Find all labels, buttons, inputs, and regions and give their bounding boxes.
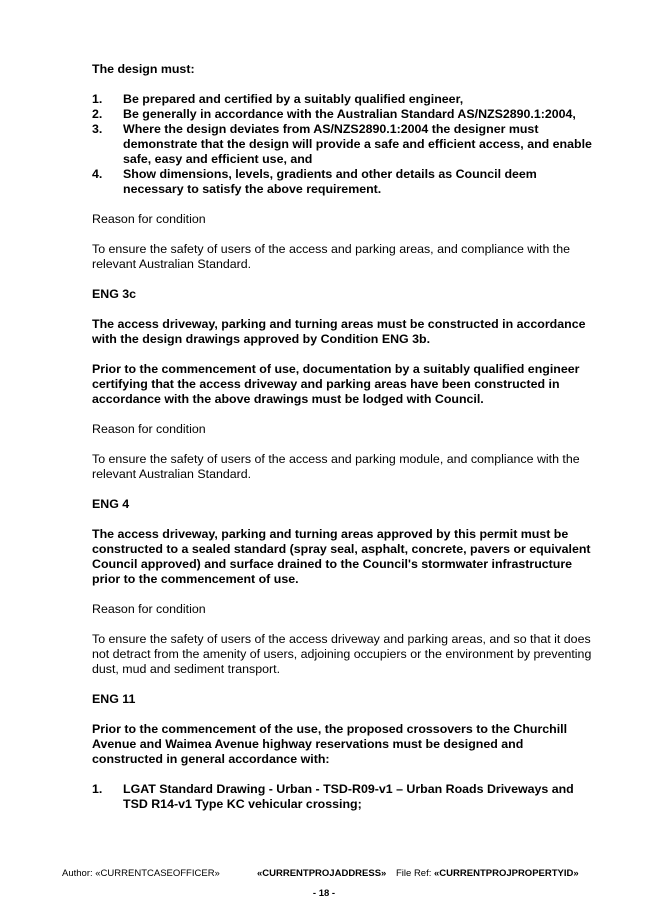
eng4-paragraph-1: The access driveway, parking and turning areas approved by this permit must be constructed to a sealed standard (spray seal, asphalt, concrete, pavers or equivalent Council approved) and surface drained to the Council's stormwater infrastructure prior to the commencement of use. [92,527,591,586]
section-heading-eng4: ENG 4 [92,497,130,511]
footer-file-ref: File Ref: «CURRENTPROJPROPERTYID» [396,868,579,879]
eng4-reason-text: To ensure the safety of users of the access driveway and parking areas, and so that it does not detract from the amenity of users, adjoining occupiers or the environment by preventing dust, mud and sediment transport. [92,632,592,676]
design-requirements-list [92,92,592,197]
reason-label: Reason for condition [92,422,206,436]
footer-address: «CURRENTPROJADDRESS» [257,868,387,879]
eng3c-reason-text: To ensure the safety of users of the access and parking module, and compliance with the relevant Australian Standard. [92,452,580,481]
eng3c-paragraph-1: The access driveway, parking and turning areas must be constructed in accordance with the design drawings approved by Condition ENG 3b. [92,317,586,346]
list-item: 4. Show dimensions, levels, gradients and other details as Council deem necessary to satisfy the above requirement. [92,167,537,196]
document-body [92,62,592,812]
list-item: 2. Be generally in accordance with the Australian Standard AS/NZS2890.1:2004, [92,107,576,121]
reason-label: Reason for condition [92,602,206,616]
section-heading-eng11: ENG 11 [92,692,136,706]
page-footer [62,868,622,900]
footer-author: Author: «CURRENTCASEOFFICER» [62,868,220,879]
page-number: - 18 - [312,888,336,899]
section-heading-eng3c: ENG 3c [92,287,137,301]
reason-label: Reason for condition [92,212,206,226]
reason-text: To ensure the safety of users of the access and parking areas, and compliance with the relevant Australian Standard. [92,242,571,271]
eng11-paragraph-1: Prior to the commencement of the use, the proposed crossovers to the Churchill Avenue and Waimea Avenue highway reservations must be designed and constructed in general accordance with: [92,722,568,766]
list-item: 3. Where the design deviates from AS/NZS2890.1:2004 the designer must demonstrate that the design will provide a safe and efficient access, and enable safe, easy and efficient use, and [92,122,592,166]
list-item: 1. Be prepared and certified by a suitably qualified engineer, [92,92,464,106]
crossover-standards-list [92,782,592,812]
list-item: 1. LGAT Standard Drawing - Urban - TSD-R09-v1 – Urban Roads Driveways and TSD R14-v1 Type KC vehicular crossing; [92,782,574,811]
eng3c-paragraph-2: Prior to the commencement of use, documentation by a suitably qualified engineer certifying that the access driveway and parking areas have been constructed in accordance with the above drawings must be lodged with Council. [92,362,580,406]
design-intro: The design must: [92,62,195,76]
